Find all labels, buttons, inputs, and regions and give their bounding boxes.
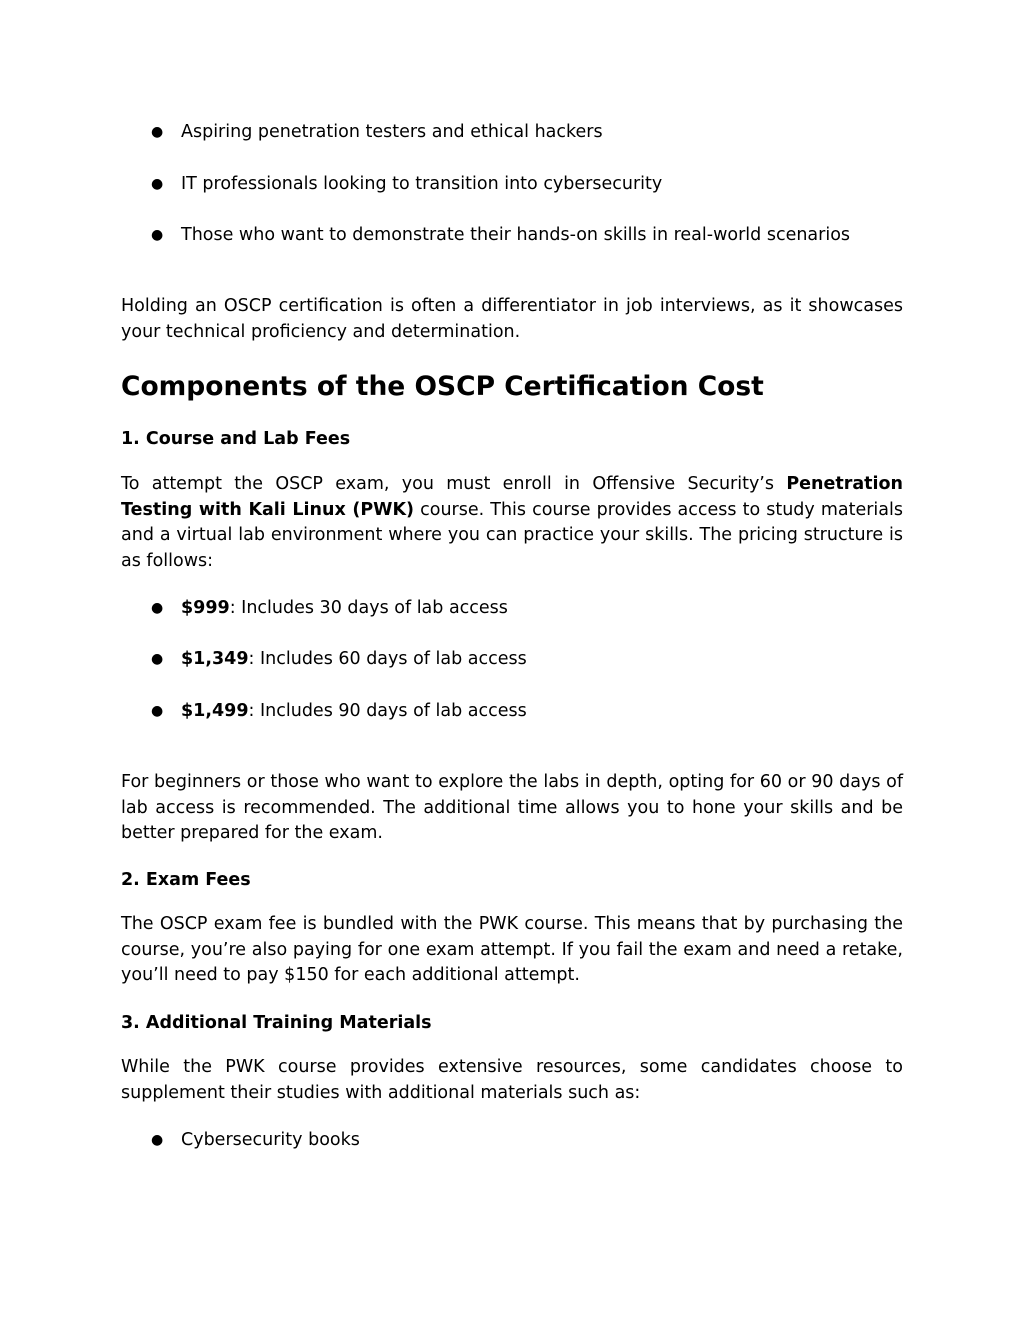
- course-fees-paragraph: [121, 472, 903, 574]
- intro-paragraph: Holding an OSCP certification is often a differentiator in job interviews, as it showcases your technical proficiency and determination.: [121, 296, 903, 342]
- list-item-text: Cybersecurity books: [181, 1130, 360, 1150]
- bullet-icon: ●: [151, 124, 164, 140]
- exam-fees-paragraph: The OSCP exam fee is bundled with the PWK course. This means that by purchasing the course, you’re also paying for one exam attempt. If you fail the exam and need a retake, you’ll need to pay $150 for each additional attempt.: [121, 914, 903, 986]
- price-detail: : Includes 30 days of lab access: [229, 598, 508, 618]
- price-item-text: [181, 698, 527, 724]
- bullet-icon: ●: [151, 651, 164, 667]
- list-item-text: IT professionals looking to transition into cybersecurity: [181, 174, 663, 194]
- training-materials-paragraph: While the PWK course provides extensive resources, some candidates choose to supplement their studies with additional materials such as:: [121, 1057, 903, 1103]
- bullet-icon: ●: [151, 176, 164, 192]
- training-materials-heading: 3. Additional Training Materials: [121, 1013, 432, 1033]
- price-value: $999: [181, 598, 230, 618]
- lab-access-paragraph: For beginners or those who want to explore the labs in depth, opting for 60 or 90 days of lab access is recommended. The additional time allows you to hone your skills and be better prepared for the exam.: [121, 772, 903, 844]
- price-detail: : Includes 90 days of lab access: [248, 701, 527, 721]
- price-detail: : Includes 60 days of lab access: [248, 649, 527, 669]
- exam-fees-heading: 2. Exam Fees: [121, 870, 251, 890]
- section-heading: Components of the OSCP Certification Cost: [121, 371, 764, 402]
- price-item-text: [181, 595, 508, 621]
- course-name: Penetration Testing with Kali Linux (PWK): [121, 474, 903, 520]
- bullet-icon: ●: [151, 703, 164, 719]
- paragraph-text: course. This course provides access to study materials and a virtual lab environment where you can practice your skills. The pricing structure is as follows:: [121, 499, 903, 571]
- price-value: $1,499: [181, 701, 249, 721]
- price-item-text: [181, 646, 527, 672]
- list-item-text: Those who want to demonstrate their hands-on skills in real-world scenarios: [181, 225, 851, 245]
- list-item-text: Aspiring penetration testers and ethical hackers: [181, 122, 603, 142]
- price-value: $1,349: [181, 649, 249, 669]
- bullet-icon: ●: [151, 227, 164, 243]
- bullet-icon: ●: [151, 600, 164, 616]
- bullet-icon: ●: [151, 1132, 164, 1148]
- paragraph-text: To attempt the OSCP exam, you must enroll in Offensive Security’s: [121, 474, 787, 494]
- course-fees-heading: 1. Course and Lab Fees: [121, 429, 351, 449]
